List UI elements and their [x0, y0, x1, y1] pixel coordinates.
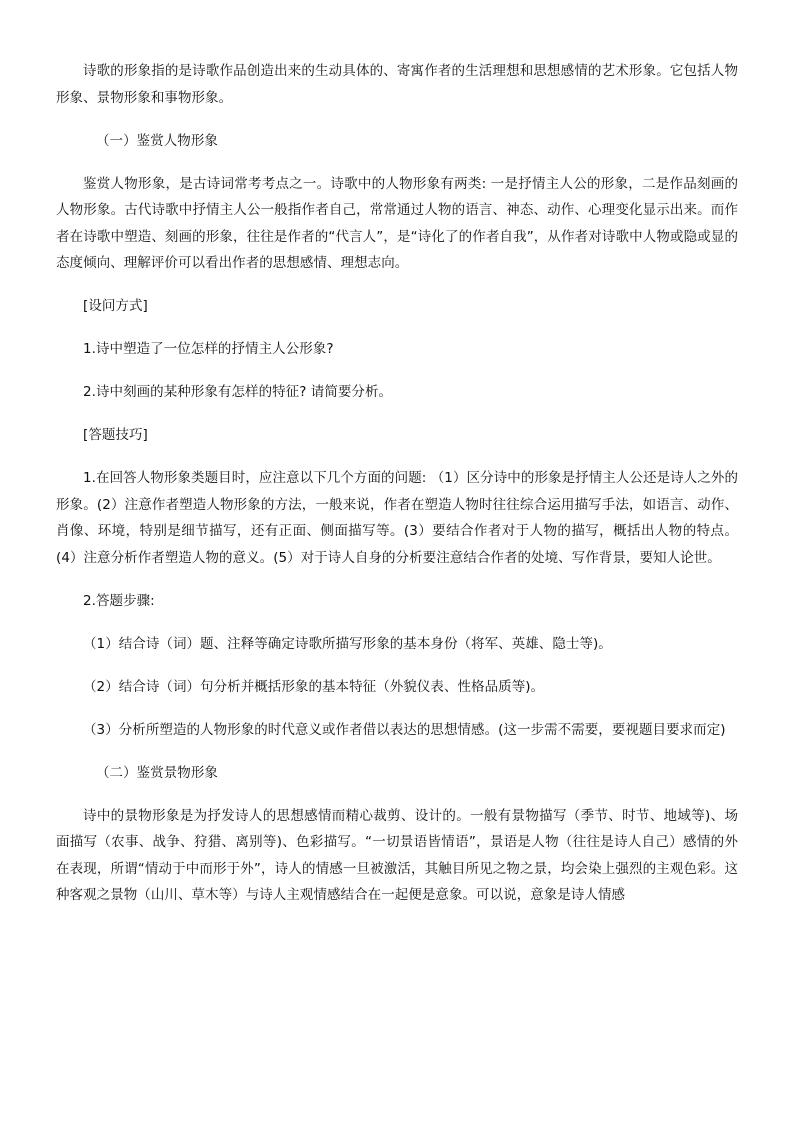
document-body	[56, 58, 738, 925]
answer-tip-1: 1.在回答人物形象类题目时，应注意以下几个方面的问题: （1）区分诗中的形象是抒情主人公还是诗人之外的形象。(2）注意作者塑造人物形象的方法，一般来说，作者在塑造人物时往往综合运用描写手法，如语言、动作、肖像、环境，特别是细节描写，还有正面、侧面描写等。(3）要结合作者对于人物的描写，概括出人物的特点。(4）注意分析作者塑造人物的意义。(5）对于诗人自身的分析要注意结合作者的处境、写作背景，要知人论世。	[56, 470, 738, 566]
answer-step-1: （1）结合诗（词）题、注释等确定诗歌所描写形象的基本身份（将军、英雄、隐士等)。	[83, 635, 612, 652]
answer-step-3: （3）分析所塑造的人物形象的时代意义或作者借以表达的思想情感。(这一步需不需要，要视题目要求而定)	[83, 721, 726, 738]
section-heading-character-image: （一）鉴赏人物形象	[96, 132, 218, 149]
answer-step-2: （2）结合诗（词）句分析并概括形象的基本特征（外貌仪表、性格品质等)。	[83, 678, 545, 695]
question-item-1: 1.诗中塑造了一位怎样的抒情主人公形象?	[83, 341, 334, 357]
scenery-image-paragraph: 诗中的景物形象是为抒发诗人的思想感情而精心裁剪、设计的。一般有景物描写（季节、时节、地域等)、场面描写（农事、战争、狩猎、离别等)、色彩描写。“一切景语皆情语”，景语是人物（往往是诗人自己）感情的外在表现，所谓“情动于中而形于外”，诗人的情感一旦被激活，其触目所见之物之景，均会染上强烈的主观色彩。这种客观之景物（山川、草木等）与诗人主观情感结合在一起便是意象。可以说，意象是诗人情感	[56, 807, 738, 903]
character-image-paragraph: 鉴赏人物形象，是古诗词常考考点之一。诗歌中的人物形象有两类: 一是抒情主人公的形象，二是作品刻画的人物形象。古代诗歌中抒情主人公一般指作者自己，常常通过人物的语言、神态、动作、心理变化显示出来。而作者在诗歌中塑造、刻画的形象，往往是作者的“代言人”，是“诗化了的作者自我”，从作者对诗歌中人物或隐或显的态度倾向、理解评价可以看出作者的思想感情、理想志向。	[56, 175, 738, 271]
answer-tips-label: [答题技巧]	[83, 427, 148, 443]
intro-paragraph: 诗歌的形象指的是诗歌作品创造出来的生动具体的、寄寓作者的生活理想和思想感情的艺术形象。它包括人物形象、景物形象和事物形象。	[56, 63, 738, 106]
question-style-label: [设问方式]	[83, 298, 148, 314]
answer-tip-2: 2.答题步骤:	[83, 592, 155, 609]
question-item-2: 2.诗中刻画的某种形象有怎样的特征? 请简要分析。	[83, 384, 393, 400]
section-heading-scenery-image: （二）鉴赏景物形象	[96, 764, 218, 781]
